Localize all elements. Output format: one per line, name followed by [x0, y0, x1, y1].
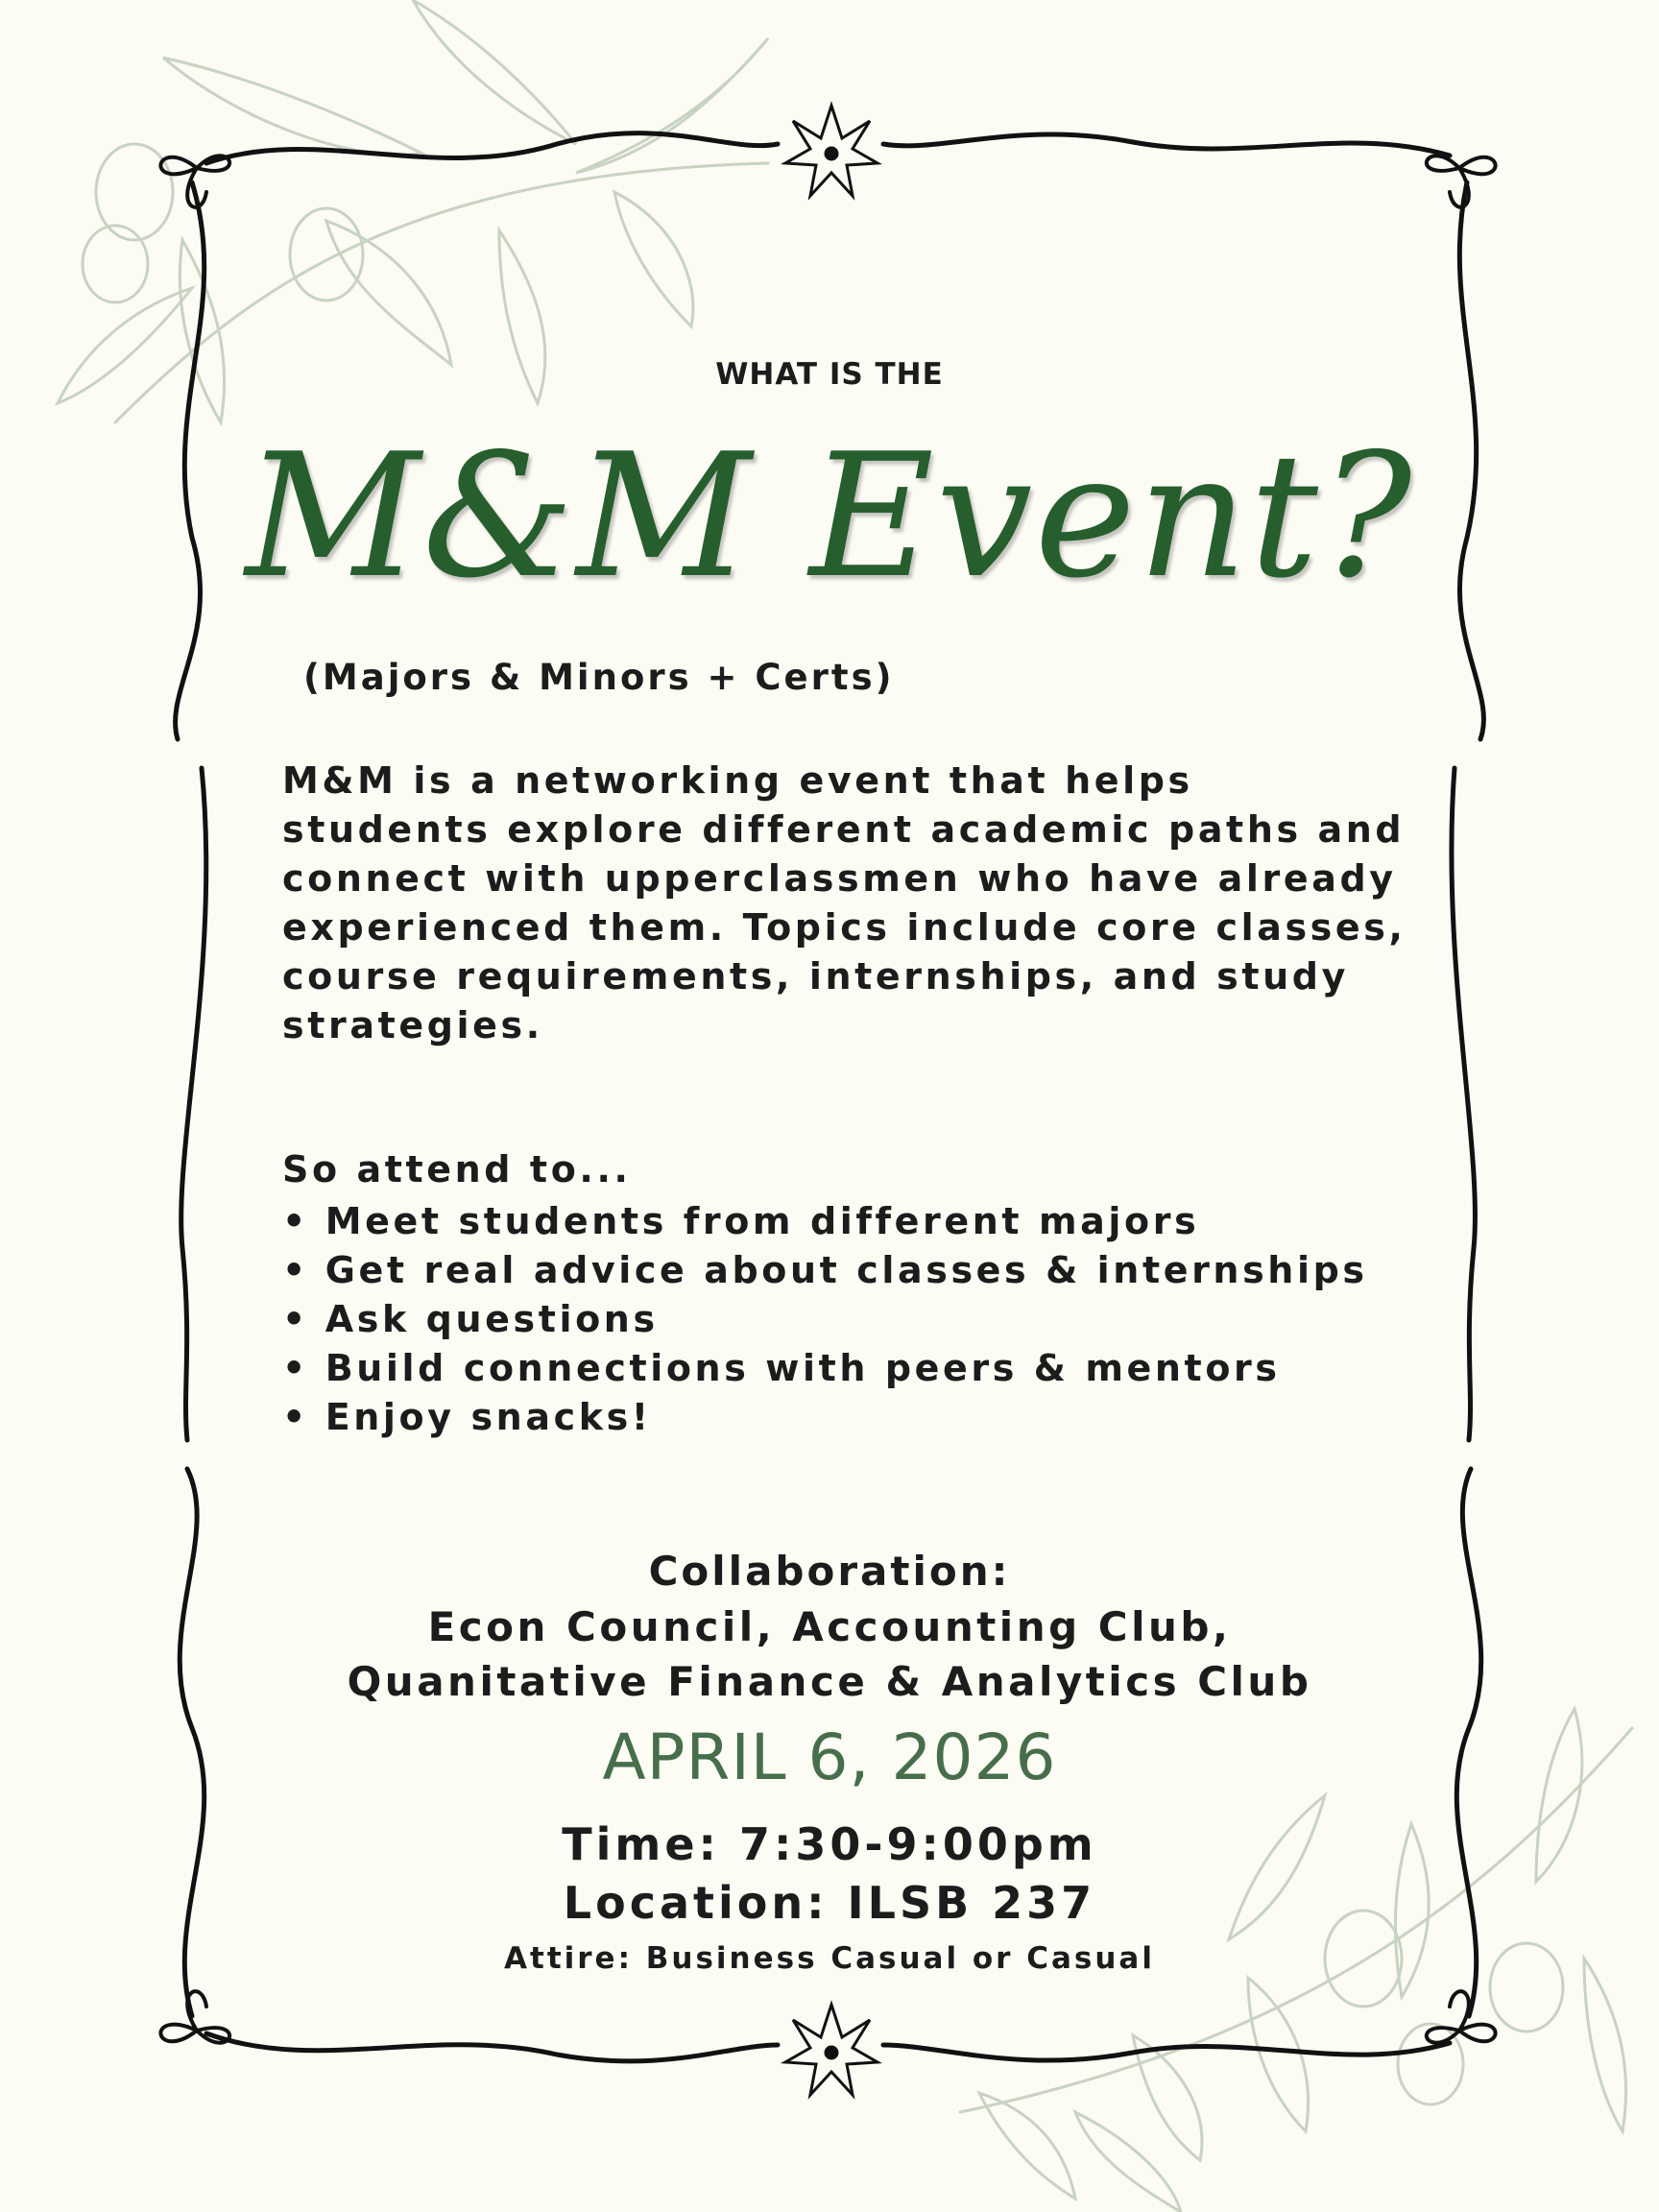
list-item: • Enjoy snacks! — [282, 1393, 1368, 1442]
list-item: • Build connections with peers & mentors — [282, 1344, 1368, 1393]
bow-icon — [1427, 156, 1496, 207]
collaboration-line: Quanitative Finance & Analytics Club — [347, 1658, 1312, 1705]
bullets-intro: So attend to... — [282, 1148, 632, 1190]
poster-title: M&M Event? — [245, 417, 1414, 615]
event-date: APRIL 6, 2026 — [602, 1720, 1057, 1794]
collaboration-heading: Collaboration: — [648, 1548, 1011, 1595]
bow-icon — [160, 1991, 229, 2043]
event-attire: Attire: Business Casual or Casual — [504, 1941, 1155, 1976]
benefits-list — [282, 1197, 1368, 1442]
list-item: • Ask questions — [282, 1295, 1368, 1344]
event-time: Time: 7:30-9:00pm — [562, 1818, 1097, 1870]
event-description: M&M is a networking event that helps students explore different academic paths and connect with upperclassmen who have already experienced them. Topics include core classes, course requirements, internships, and study strategies. — [282, 759, 1407, 1046]
event-location: Location: ILSB 237 — [563, 1877, 1096, 1929]
list-item: • Get real advice about classes & internships — [282, 1246, 1368, 1295]
list-item: • Meet students from different majors — [282, 1197, 1368, 1246]
bow-icon — [1427, 1991, 1496, 2043]
kicker-text: WHAT IS THE — [715, 357, 944, 392]
collaboration-line: Econ Council, Accounting Club, — [427, 1603, 1232, 1650]
star-icon — [785, 106, 878, 196]
poster-subtitle: (Majors & Minors + Certs) — [303, 657, 895, 698]
star-icon — [785, 2005, 878, 2095]
